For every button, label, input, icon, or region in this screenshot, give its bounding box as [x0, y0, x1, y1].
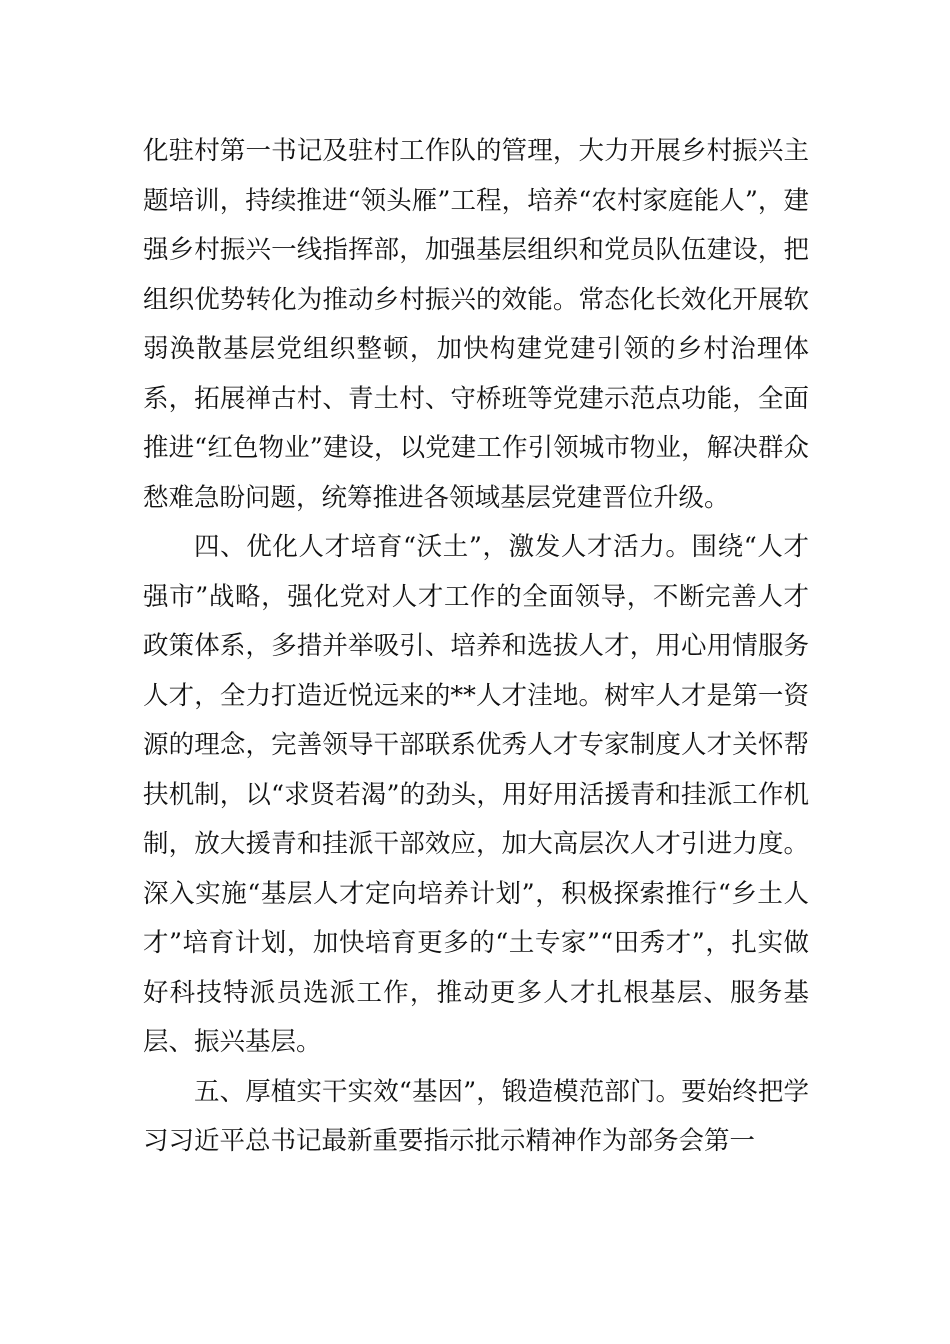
- paragraph-continuation: 化驻村第一书记及驻村工作队的管理，大力开展乡村振兴主题培训，持续推进“领头雁”工程，培养“农村家庭能人”，建强乡村振兴一线指挥部，加强基层组织和党员队伍建设，把组织优势转化为推动乡村振兴的效能。常态化长效化开展软弱涣散基层党组织整顿，加快构建党建引领的乡村治理体系，拓展禅古村、青土村、守桥班等党建示范点功能，全面推进“红色物业”建设，以党建工作引领城市物业，解决群众愁难急盼问题，统筹推进各领域基层党建晋位升级。: [143, 136, 809, 513]
- paragraph-section-four: 四、优化人才培育“沃土”，激发人才活力。围绕“人才强市”战略，强化党对人才工作的全面领导，不断完善人才政策体系，多措并举吸引、培养和选拔人才，用心用情服务人才，全力打造近悦远来的**人才洼地。树牢人才是第一资源的理念，完善领导干部联系优秀人才专家制度人才关怀帮扶机制，以“求贤若渴”的劲头，用好用活援青和挂派工作机制，放大援青和挂派干部效应，加大高层次人才引进力度。深入实施“基层人才定向培养计划”，积极探索推行“乡土人才”培育计划，加快培育更多的“土专家”“田秀才”，扎实做好科技特派员选派工作，推动更多人才扎根基层、服务基层、振兴基层。: [143, 532, 809, 1057]
- paragraph-section-five: 五、厚植实干实效“基因”，锻造模范部门。要始终把学习习近平总书记最新重要指示批示精神作为部务会第一: [143, 1076, 809, 1156]
- document-body: [143, 127, 809, 1167]
